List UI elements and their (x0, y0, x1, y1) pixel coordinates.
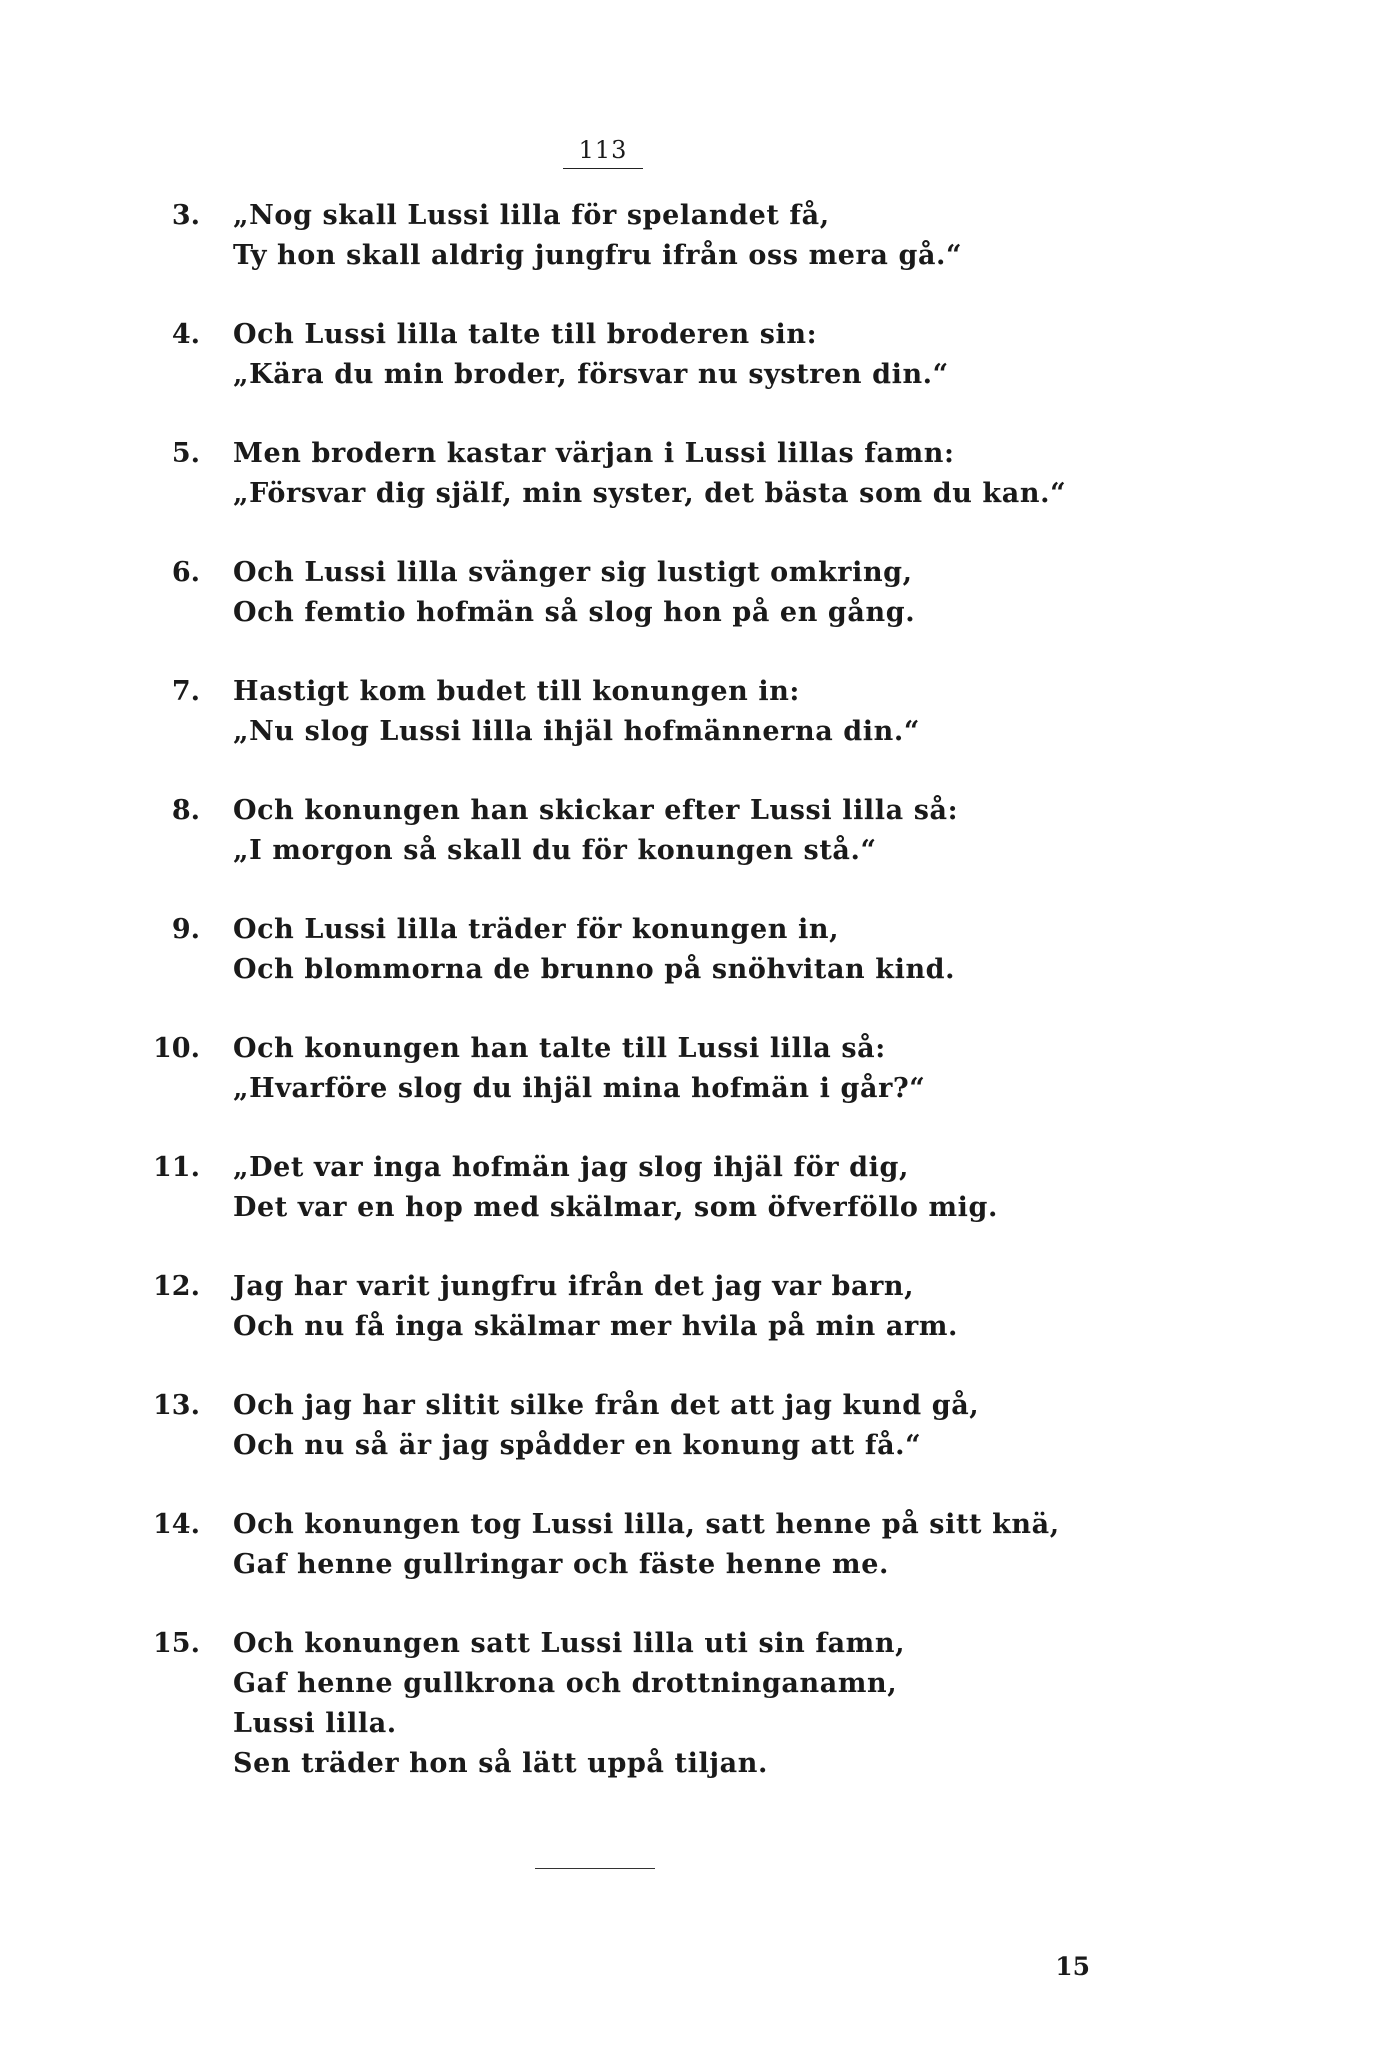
stanza (0, 553, 1400, 672)
stanza (0, 672, 1400, 791)
stanza-lines (233, 434, 1066, 514)
verse-line: Och konungen han skickar efter Lussi lilla så: (233, 795, 959, 826)
verse-line: Och konungen tog Lussi lilla, satt henne på sitt knä, (233, 1509, 1060, 1540)
signature-mark: 15 (1055, 1952, 1090, 1981)
verse-line: Och konungen han talte till Lussi lilla så: (233, 1033, 886, 1064)
stanza-lines (233, 1624, 905, 1784)
verse-line: Men brodern kastar värjan i Lussi lillas famn: (233, 438, 955, 469)
stanza-number: 13. (153, 1390, 200, 1421)
page-number: 113 (578, 136, 628, 164)
stanza-number: 15. (153, 1628, 200, 1659)
verse-line: Gaf henne gullringar och fäste henne me. (233, 1549, 889, 1580)
stanza (0, 1386, 1400, 1505)
verse-line: Och nu så är jag spådder en konung att få.“ (233, 1430, 922, 1461)
stanza-number: 9. (171, 914, 200, 945)
verse-line: Och nu få inga skälmar mer hvila på min arm. (233, 1311, 958, 1342)
verse-line: Hastigt kom budet till konungen in: (233, 676, 800, 707)
verse-line: Lussi lilla. (233, 1708, 397, 1739)
verse-line: „Det var inga hofmän jag slog ihjäl för dig, (233, 1152, 909, 1183)
stanza (0, 1029, 1400, 1148)
stanza-number: 5. (171, 438, 200, 469)
stanza-lines (233, 1148, 998, 1228)
verse-line: „Hvarföre slog du ihjäl mina hofmän i går?“ (233, 1073, 926, 1104)
stanza (0, 791, 1400, 910)
stanza-lines (233, 910, 955, 990)
stanza-number: 14. (153, 1509, 200, 1540)
stanza (0, 1624, 1400, 1823)
verse-line: „Nog skall Lussi lilla för spelandet få, (233, 200, 830, 231)
verse-line: Och blommorna de brunno på snöhvitan kind. (233, 954, 956, 985)
stanza-number: 8. (171, 795, 200, 826)
stanza (0, 1505, 1400, 1624)
verse-line: „Nu slog Lussi lilla ihjäl hofmännerna din.“ (233, 716, 920, 747)
stanza-number: 10. (153, 1033, 200, 1064)
stanza-lines (233, 196, 962, 276)
stanza-number: 4. (171, 319, 200, 350)
stanza-lines (233, 791, 958, 871)
verse-line: Och jag har slitit silke från det att jag kund gå, (233, 1390, 980, 1421)
stanza (0, 910, 1400, 1029)
verse-line: „Försvar dig själf, min syster, det bästa som du kan.“ (233, 478, 1067, 509)
stanza-number: 3. (171, 200, 200, 231)
stanza-list (0, 196, 1400, 1823)
verse-line: Gaf henne gullkrona och drottninganamn, (233, 1668, 898, 1699)
page-number-underline (563, 168, 643, 169)
end-rule (535, 1868, 655, 1869)
stanza-lines (233, 1386, 979, 1466)
stanza-lines (233, 553, 915, 633)
stanza (0, 196, 1400, 315)
verse-line: Och Lussi lilla talte till broderen sin: (233, 319, 818, 350)
stanza (0, 315, 1400, 434)
verse-line: Och femtio hofmän så slog hon på en gång. (233, 597, 916, 628)
stanza (0, 1148, 1400, 1267)
stanza-lines (233, 672, 920, 752)
stanza-lines (233, 1029, 925, 1109)
verse-line: Ty hon skall aldrig jungfru ifrån oss mera gå.“ (233, 240, 963, 271)
verse-line: Jag har varit jungfru ifrån det jag var barn, (233, 1271, 915, 1302)
stanza-number: 11. (153, 1152, 200, 1183)
verse-line: Och Lussi lilla svänger sig lustigt omkring, (233, 557, 913, 588)
stanza-number: 7. (171, 676, 200, 707)
verse-line: „I morgon så skall du för konungen stå.“ (233, 835, 877, 866)
stanza-number: 12. (153, 1271, 200, 1302)
verse-line: Det var en hop med skälmar, som öfverföllo mig. (233, 1192, 998, 1223)
stanza-lines (233, 1505, 1060, 1585)
stanza (0, 1267, 1400, 1386)
stanza-lines (233, 315, 949, 395)
verse-line: „Kära du min broder, försvar nu systren din.“ (233, 359, 949, 390)
stanza-lines (233, 1267, 958, 1347)
verse-line: Och konungen satt Lussi lilla uti sin famn, (233, 1628, 906, 1659)
stanza (0, 434, 1400, 553)
verse-line: Och Lussi lilla träder för konungen in, (233, 914, 840, 945)
verse-line: Sen träder hon så lätt uppå tiljan. (233, 1748, 769, 1779)
stanza-number: 6. (171, 557, 200, 588)
